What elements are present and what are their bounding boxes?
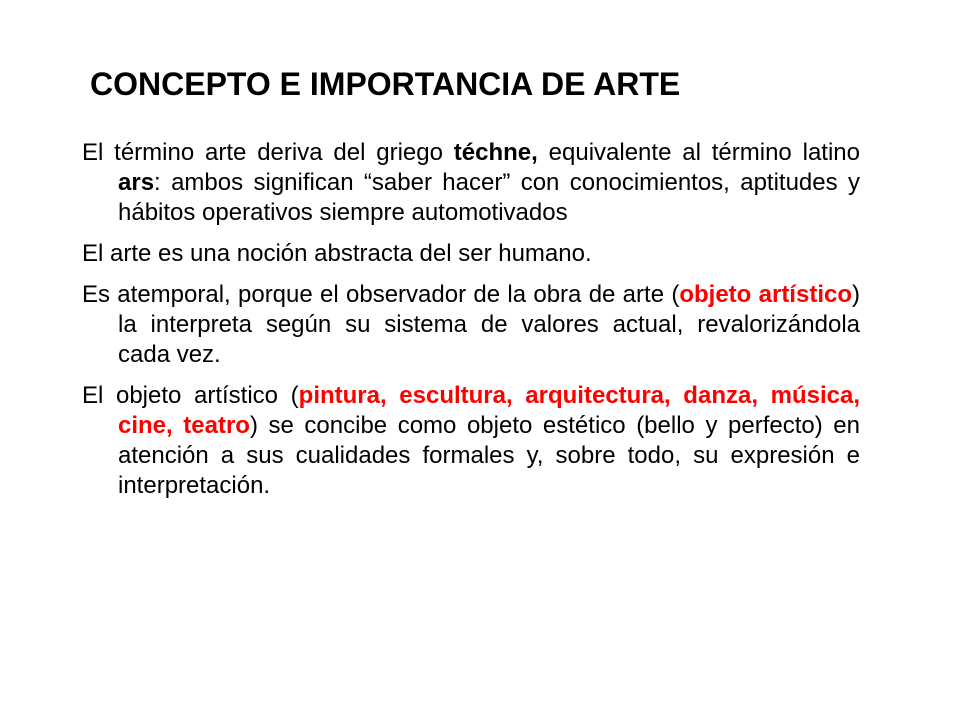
- text-run: El objeto artístico (: [82, 382, 299, 409]
- text-run: ) la interpreta según su sistema de valores actual, revalorizándola cada vez.: [118, 281, 860, 368]
- paragraph-abstract-notion: [82, 239, 860, 269]
- text-run: El término arte deriva del griego: [82, 139, 454, 166]
- text-run: Es atemporal, porque el observador de la obra de arte (: [82, 281, 680, 308]
- slide-body: [82, 138, 860, 512]
- paragraph-etymology: [82, 138, 860, 228]
- term-ars: ars: [118, 169, 155, 196]
- highlight-objeto-artistico: objeto artístico: [679, 281, 852, 308]
- slide-title: CONCEPTO E IMPORTANCIA DE ARTE: [90, 66, 681, 102]
- paragraph-atemporal: [82, 280, 860, 370]
- term-techne: téchne,: [453, 139, 538, 166]
- text-run: ) se concibe como objeto estético (bello y perfecto) en atención a sus cualidades formales y, sobre todo, su expresión e interpretación.: [118, 412, 860, 499]
- highlight-art-forms: pintura, escultura, arquitectura, danza, música, cine, teatro: [118, 382, 861, 439]
- text-run: : ambos significan “saber hacer” con conocimientos, aptitudes y hábitos operativos siempre automotivados: [118, 169, 860, 226]
- text-run: equivalente al término latino: [537, 139, 860, 166]
- paragraph-artistic-object: [82, 381, 860, 501]
- text-run: El arte es una noción abstracta del ser humano.: [82, 240, 592, 267]
